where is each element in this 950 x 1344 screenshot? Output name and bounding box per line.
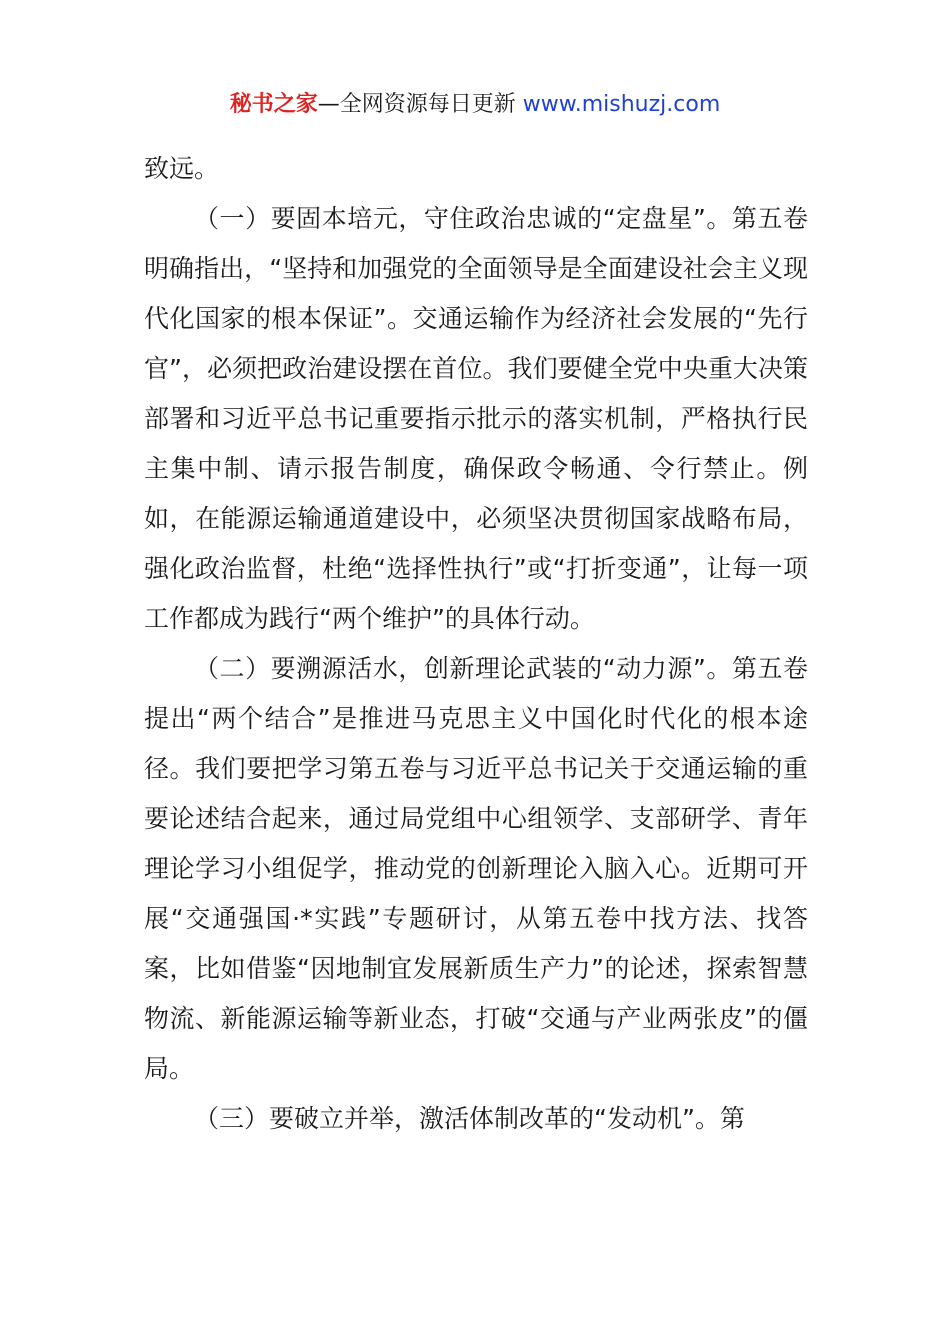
header-dash: — <box>317 92 340 117</box>
site-brand: 秘书之家 <box>229 92 318 117</box>
site-url-link[interactable]: www.mishuzj.com <box>522 92 721 117</box>
document-body <box>144 144 808 1144</box>
paragraph-section-3: （三）要破立并举，激活体制改革的“发动机”。第 <box>194 1104 745 1133</box>
paragraph-section-2: （二）要溯源活水，创新理论武装的“动力源”。第五卷提出“两个结合”是推进马克思主义中国化时代化的根本途径。我们要把学习第五卷与习近平总书记关于交通运输的重要论述结合起来，通过局党组中心组领学、支部研学、青年理论学习小组促学，推动党的创新理论入脑入心。近期可开展“交通强国·*实践”专题研讨，从第五卷中找方法、找答案，比如借鉴“因地制宜发展新质生产力”的论述，探索智慧物流、新能源运输等新业态，打破“交通与产业两张皮”的僵局。 <box>144 654 808 1083</box>
paragraph-continuation: 致远。 <box>144 154 220 183</box>
site-header <box>0 88 950 122</box>
header-tagline: 全网资源每日更新 <box>339 92 523 117</box>
paragraph-section-1: （一）要固本培元，守住政治忠诚的“定盘星”。第五卷明确指出，“坚持和加强党的全面领导是全面建设社会主义现代化国家的根本保证”。交通运输作为经济社会发展的“先行官”，必须把政治建设摆在首位。我们要健全党中央重大决策部署和习近平总书记重要指示批示的落实机制，严格执行民主集中制、请示报告制度，确保政令畅通、令行禁止。例如，在能源运输通道建设中，必须坚决贯彻国家战略布局，强化政治监督，杜绝“选择性执行”或“打折变通”，让每一项工作都成为践行“两个维护”的具体行动。 <box>144 204 808 633</box>
